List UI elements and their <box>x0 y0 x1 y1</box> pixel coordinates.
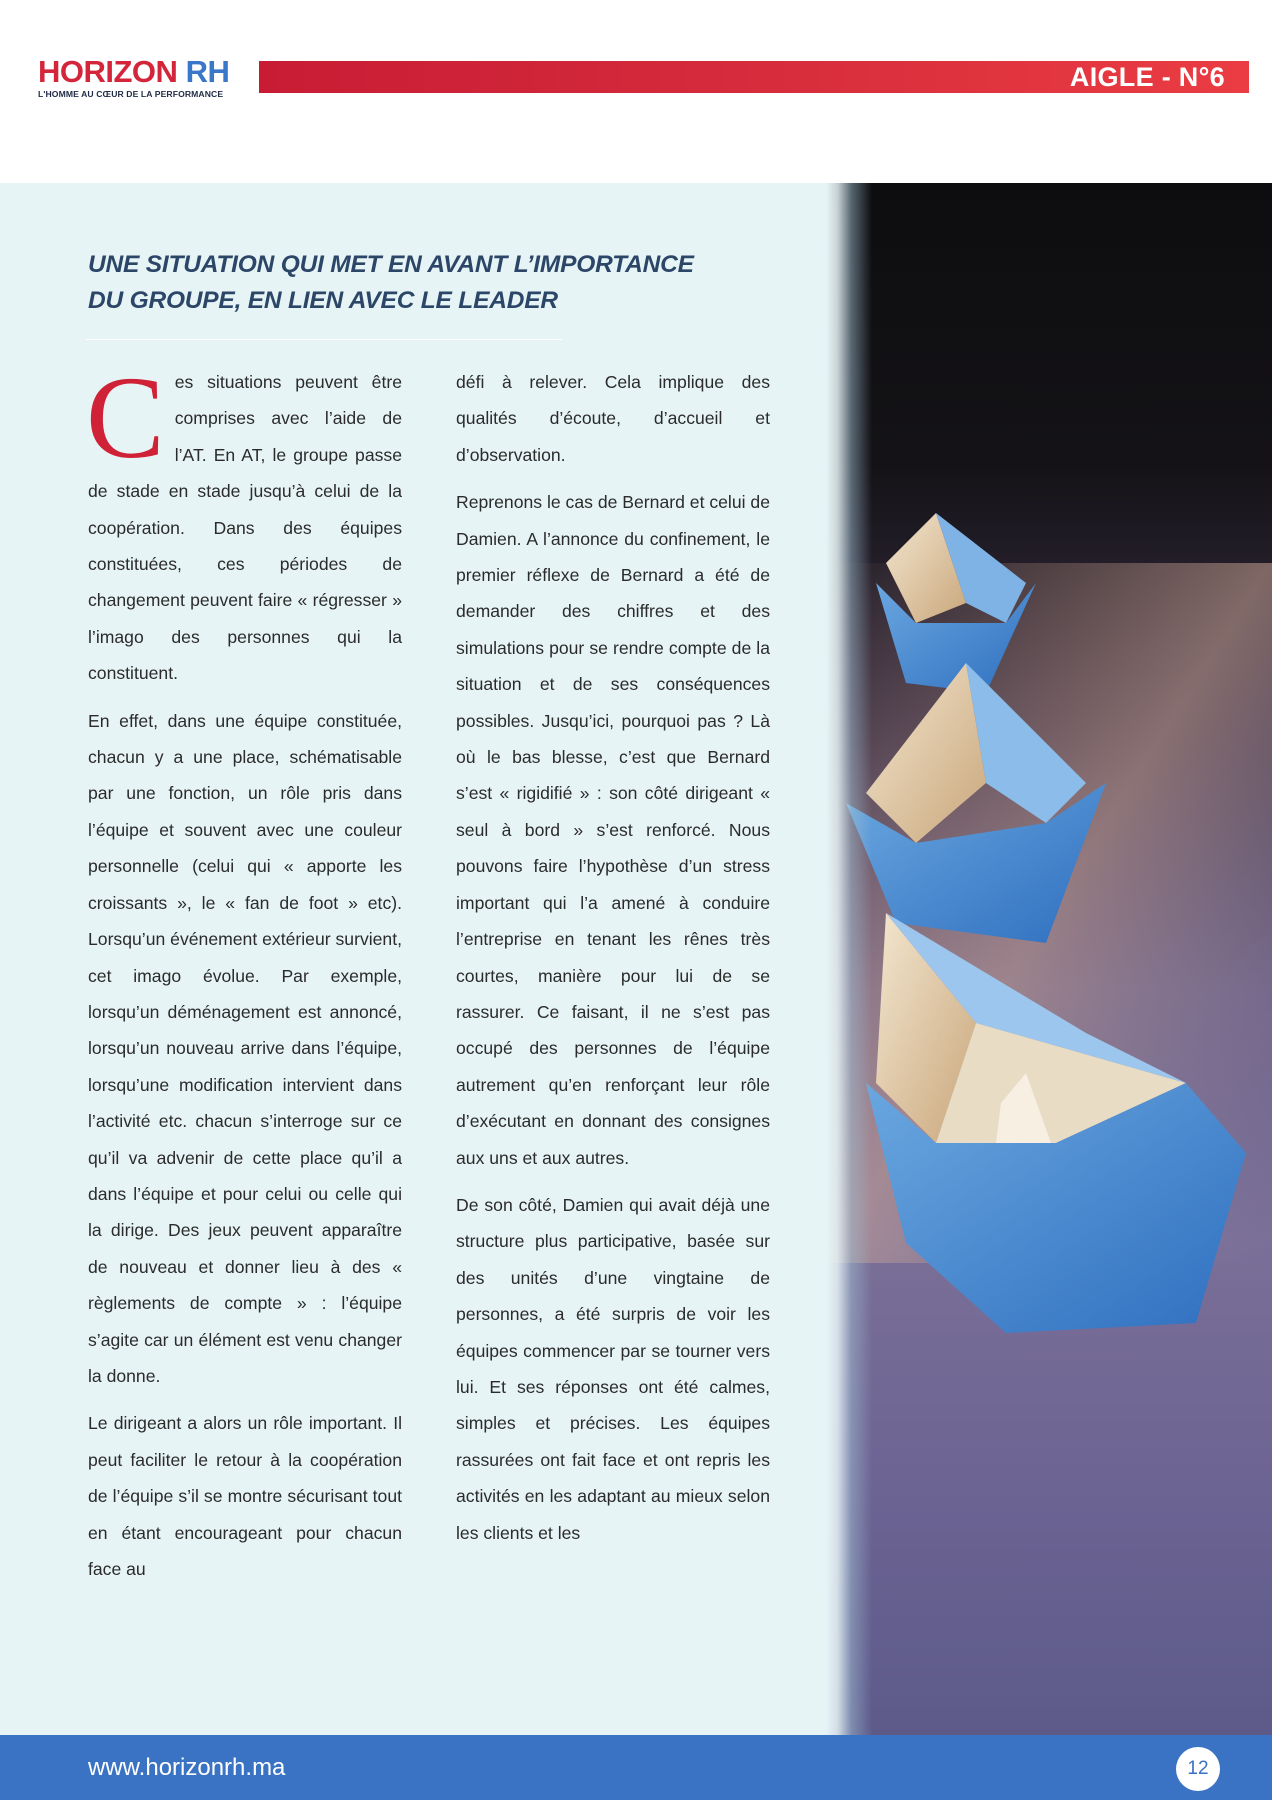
page-footer <box>0 1735 1272 1800</box>
paragraph-text: es situations peuvent être comprises avec l’aide de l’AT. En AT, le groupe passe de stade en stade jusqu’à celui de la coopération. Dans des équipes constituées, ces périodes de changement peuvent faire « régresser » l’imago des personnes qui la constituent. <box>88 372 402 684</box>
logo-tagline: L'HOMME AU CŒUR DE LA PERFORMANCE <box>38 89 224 99</box>
paragraph: Reprenons le cas de Bernard et celui de Damien. A l’annonce du confinement, le premier réflexe de Bernard a été de demander des chiffres et des simulations pour se rendre compte de la situation et de ses conséquences possibles. Jusqu’ici, pourquoi pas ? Là où le bas blesse, c’est que Bernard s’est « rigidifié » : son côté dirigeant « seul à bord » s’est renforcé. Nous pouvons faire l’hypothèse d’un stress important qui l’a amené à conduire l’entreprise en tenant les rênes très courtes, manière pour lui de se rassurer. Ce faisant, il ne s’est pas occupé des personnes de l’équipe autrement qu’en renforçant leur rôle d’exécutant en donnant des consignes aux uns et aux autres. <box>456 492 770 1168</box>
logo-wordmark <box>38 56 229 88</box>
article-column-right <box>456 364 770 1562</box>
issue-label: AIGLE - N°6 <box>1069 62 1225 92</box>
headline-line-1: UNE SITUATION QUI MET EN AVANT L’IMPORTANCE <box>88 251 694 278</box>
article-headline <box>88 247 748 319</box>
article-column-left <box>86 352 402 1598</box>
website-link[interactable]: www.horizonrh.ma <box>88 1754 286 1781</box>
paper-boats-illustration <box>826 183 1272 1735</box>
logo-rh: RH <box>185 54 230 89</box>
headline-divider <box>86 339 562 340</box>
paragraph <box>86 352 402 692</box>
headline-line-2: DU GROUPE, EN LIEN AVEC LE LEADER <box>88 287 558 314</box>
drop-cap: C <box>86 352 165 483</box>
paper-boats-photo <box>826 183 1272 1735</box>
paragraph: En effet, dans une équipe constituée, chacun y a une place, schématisable par une fonction, un rôle pris dans l’équipe et souvent avec une couleur personnelle (celui qui « apporte les croissants », le « fan de foot » etc). Lorsqu’un événement extérieur survient, cet imago évolue. Par exemple, lorsqu’un déménagement est annoncé, lorsqu’un nouveau arrive dans l’équipe, lorsqu’une modification intervient dans l’activité etc. chacun s’interroge sur ce qu’il va advenir de cette place qu’il a dans l’équipe et pour celui ou celle qui la dirige. Des jeux peuvent apparaître de nouveau et donner lieu à des « règlements de compte » : l’équipe s’agite car un élément est venu changer la donne. <box>88 710 402 1386</box>
page-number-badge: 12 <box>1176 1747 1220 1791</box>
article-text-panel <box>0 183 830 1735</box>
article-section <box>0 183 1272 1735</box>
paragraph: défi à relever. Cela implique des qualités d’écoute, d’accueil et d’observation. <box>456 372 770 465</box>
horizon-rh-logo <box>38 56 229 99</box>
photo-edge-fade <box>826 183 872 1735</box>
issue-banner <box>259 61 1249 93</box>
paragraph: De son côté, Damien qui avait déjà une structure plus participative, basée sur des unités d’une vingtaine de personnes, a été surpris de voir les équipes commencer par se tourner vers lui. Et ses réponses ont été calmes, simples et précises. Les équipes rassurées ont fait face et ont repris les activités en les adaptant au mieux selon les clients et les <box>456 1194 770 1543</box>
paragraph: Le dirigeant a alors un rôle important. Il peut faciliter le retour à la coopération de l’équipe s’il se montre sécurisant tout en étant encourageant pour chacun face au <box>88 1413 402 1579</box>
logo-horizon: HORIZON <box>38 54 178 89</box>
